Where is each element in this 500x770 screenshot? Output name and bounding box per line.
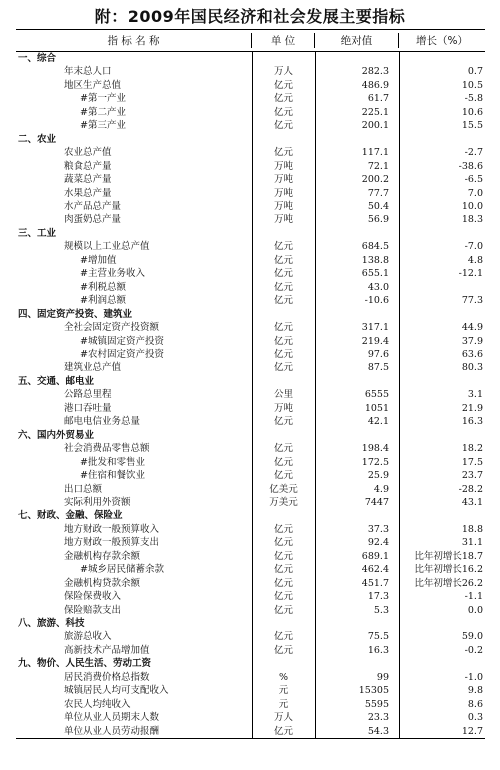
unit-cell: 亿美元 (269, 483, 298, 495)
table-row (16, 536, 485, 549)
table-row (16, 187, 485, 200)
empty-cell (315, 133, 399, 146)
indicator-name: 高新技术产品增加值 (64, 644, 150, 656)
table-row (16, 92, 485, 105)
section-heading-row (16, 617, 485, 630)
growth-cell: 17.5 (461, 456, 483, 468)
unit-cell: 万人 (273, 712, 293, 724)
growth-cell: 77.3 (461, 295, 483, 307)
table-row (16, 577, 485, 590)
indicator-name: 全社会固定资产投资额 (64, 322, 160, 334)
growth-cell: 18.3 (461, 214, 483, 226)
unit-cell: 亿元 (273, 295, 293, 307)
empty-cell (315, 308, 399, 321)
table-header (16, 30, 485, 52)
growth-cell: -28.2 (458, 483, 483, 495)
absolute-value-cell: 486.9 (361, 79, 389, 91)
absolute-value-cell: 317.1 (361, 322, 389, 334)
table-row (16, 388, 485, 401)
absolute-value-cell: 689.1 (361, 550, 389, 562)
indicator-name: #增加值 (80, 254, 117, 266)
table-row (16, 550, 485, 563)
growth-cell: 15.5 (461, 120, 483, 132)
unit-cell: 亿元 (273, 591, 293, 603)
table-row (16, 725, 485, 738)
unit-cell: 亿元 (273, 147, 293, 159)
unit-cell: 元 (278, 698, 289, 710)
absolute-value-cell: -10.6 (364, 295, 389, 307)
table-row (16, 361, 485, 374)
unit-cell: 亿元 (273, 470, 293, 482)
indicator-name: #第三产业 (80, 120, 126, 132)
indicator-name: 规模以上工业总产值 (64, 241, 150, 253)
unit-cell: 亿元 (273, 550, 293, 562)
absolute-value-cell: 451.7 (361, 577, 389, 589)
absolute-value-cell: 97.6 (367, 348, 389, 360)
indicator-name: 金融机构贷款余额 (64, 577, 141, 589)
absolute-value-cell: 4.9 (373, 483, 389, 495)
indicator-name: 粮食总产量 (64, 160, 112, 172)
indicator-name: 地方财政一般预算支出 (64, 537, 160, 549)
growth-cell: 0.7 (467, 66, 483, 78)
absolute-value-cell: 684.5 (361, 241, 389, 253)
indicator-name: #利润总额 (80, 295, 126, 307)
absolute-value-cell: 61.7 (367, 93, 389, 105)
empty-cell (399, 657, 485, 670)
indicator-name: 社会消费品零售总额 (64, 443, 150, 455)
unit-cell: 亿元 (273, 281, 293, 293)
table-row (16, 698, 485, 711)
absolute-value-cell: 172.5 (361, 456, 389, 468)
section-heading-row (16, 52, 485, 65)
table-row (16, 604, 485, 617)
absolute-value-cell: 37.3 (367, 523, 389, 535)
table-row (16, 294, 485, 307)
unit-cell: 万美元 (269, 496, 298, 508)
growth-cell: 4.8 (467, 254, 483, 266)
indicator-name: #城镇固定资产投资 (80, 335, 164, 347)
indicator-name: #第二产业 (80, 106, 126, 118)
indicator-name: 水产品总产量 (64, 200, 122, 212)
growth-cell: 0.3 (467, 712, 483, 724)
empty-cell (399, 617, 485, 630)
section-heading-row (16, 429, 485, 442)
table-row (16, 254, 485, 267)
unit-cell: 公里 (273, 389, 293, 401)
growth-cell: 37.9 (461, 335, 483, 347)
growth-cell: 18.2 (461, 443, 483, 455)
indicator-name: #住宿和餐饮业 (80, 470, 145, 482)
indicator-name: 旅游总收入 (64, 631, 112, 643)
growth-cell: -5.8 (464, 93, 483, 105)
table-row (16, 79, 485, 92)
table-row (16, 146, 485, 159)
table-row (16, 348, 485, 361)
section-heading: 九、物价、人民生活、劳动工资 (18, 658, 152, 670)
table-row (16, 240, 485, 253)
unit-cell: 亿元 (273, 604, 293, 616)
empty-cell (252, 375, 315, 388)
unit-cell: 亿元 (273, 335, 293, 347)
indicator-name: #批发和零售业 (80, 456, 145, 468)
table-body (16, 52, 485, 738)
indicator-name: 农业总产值 (64, 147, 112, 159)
table-row (16, 483, 485, 496)
empty-cell (252, 52, 315, 65)
absolute-value-cell: 5.3 (373, 604, 389, 616)
section-heading: 八、旅游、科技 (18, 618, 85, 630)
section-heading-row (16, 657, 485, 670)
unit-cell: 万吨 (273, 174, 293, 186)
growth-cell: 23.7 (461, 470, 483, 482)
growth-cell: 比年初增长26.2 (414, 577, 483, 589)
absolute-value-cell: 54.3 (367, 725, 389, 737)
indicator-name: 公路总里程 (64, 389, 112, 401)
absolute-value-cell: 200.1 (361, 120, 389, 132)
absolute-value-cell: 17.3 (367, 591, 389, 603)
growth-cell: 10.0 (461, 200, 483, 212)
unit-cell: 万吨 (273, 402, 293, 414)
unit-cell: 亿元 (273, 241, 293, 253)
column-divider (399, 52, 400, 738)
empty-cell (252, 429, 315, 442)
indicator-name: 肉蛋奶总产量 (64, 214, 122, 226)
column-divider (252, 52, 253, 738)
unit-cell: 亿元 (273, 120, 293, 132)
absolute-value-cell: 655.1 (361, 268, 389, 280)
indicator-name: #利税总额 (80, 281, 126, 293)
unit-cell: 亿元 (273, 79, 293, 91)
table-row (16, 469, 485, 482)
empty-cell (399, 227, 485, 240)
unit-cell: 亿元 (273, 443, 293, 455)
table-row (16, 65, 485, 78)
absolute-value-cell: 5595 (364, 698, 389, 710)
growth-cell: 43.1 (461, 496, 483, 508)
table-row (16, 119, 485, 132)
indicator-name: 单位从业人员期末人数 (64, 712, 160, 724)
growth-cell: 12.7 (461, 725, 483, 737)
header-indicator: 指 标 名 称 (16, 33, 252, 48)
empty-cell (252, 509, 315, 522)
growth-cell: 10.6 (461, 106, 483, 118)
indicator-name: 建筑业总产值 (64, 362, 122, 374)
unit-cell: 万吨 (273, 200, 293, 212)
indicator-name: #城乡居民储蓄余款 (80, 564, 164, 576)
absolute-value-cell: 200.2 (361, 174, 389, 186)
unit-cell: % (278, 671, 289, 683)
growth-cell: -12.1 (458, 268, 483, 280)
empty-cell (252, 617, 315, 630)
unit-cell: 亿元 (273, 523, 293, 535)
page-title: 附：2009年国民经济和社会发展主要指标 (94, 7, 406, 26)
unit-cell: 亿元 (273, 577, 293, 589)
growth-cell: 21.9 (461, 402, 483, 414)
growth-cell: -2.7 (464, 147, 483, 159)
absolute-value-cell: 462.4 (361, 564, 389, 576)
growth-cell: -1.1 (464, 591, 483, 603)
unit-cell: 万人 (273, 66, 293, 78)
unit-cell: 元 (278, 685, 289, 697)
unit-cell: 亿元 (273, 456, 293, 468)
table-row (16, 415, 485, 428)
indicator-name: 港口吞吐量 (64, 402, 112, 414)
absolute-value-cell: 92.4 (367, 537, 389, 549)
growth-cell: 9.8 (467, 685, 483, 697)
growth-cell: -1.0 (464, 671, 483, 683)
indicator-name: 邮电电信业务总量 (64, 416, 141, 428)
section-heading-row (16, 509, 485, 522)
table-row (16, 200, 485, 213)
header-growth: 增长（%） (416, 35, 468, 47)
empty-cell (315, 227, 399, 240)
section-heading-row (16, 227, 485, 240)
absolute-value-cell: 282.3 (361, 66, 389, 78)
growth-cell: 18.8 (461, 523, 483, 535)
table-row (16, 106, 485, 119)
absolute-value-cell: 72.1 (367, 160, 389, 172)
absolute-value-cell: 225.1 (361, 106, 389, 118)
unit-cell: 亿元 (273, 362, 293, 374)
indicator-name: 出口总额 (64, 483, 103, 495)
absolute-value-cell: 56.9 (367, 214, 389, 226)
table-row (16, 684, 485, 697)
absolute-value-cell: 23.3 (367, 712, 389, 724)
table-row (16, 173, 485, 186)
unit-cell: 亿元 (273, 106, 293, 118)
unit-cell: 亿元 (273, 725, 293, 737)
section-heading: 三、工业 (18, 227, 57, 239)
header-unit: 单 位 (252, 33, 315, 48)
growth-cell: 10.5 (461, 79, 483, 91)
growth-cell (399, 281, 485, 294)
empty-cell (252, 227, 315, 240)
section-heading: 一、综合 (18, 53, 57, 64)
empty-cell (399, 52, 485, 65)
table-row (16, 590, 485, 603)
growth-cell: 0.0 (467, 604, 483, 616)
section-heading: 六、国内外贸易业 (18, 429, 95, 441)
absolute-value-cell: 77.7 (367, 187, 389, 199)
indicator-name: 年末总人口 (64, 66, 112, 78)
table-row (16, 496, 485, 509)
absolute-value-cell: 75.5 (367, 631, 389, 643)
empty-cell (315, 52, 399, 65)
growth-cell: 7.0 (467, 187, 483, 199)
section-heading: 四、固定资产投资、建筑业 (18, 308, 133, 320)
growth-cell: 44.9 (461, 322, 483, 334)
absolute-value-cell: 219.4 (361, 335, 389, 347)
unit-cell: 亿元 (273, 644, 293, 656)
empty-cell (315, 375, 399, 388)
absolute-value-cell: 117.1 (361, 147, 389, 159)
growth-cell: -0.2 (464, 644, 483, 656)
unit-cell: 万吨 (273, 160, 293, 172)
table-row (16, 213, 485, 226)
empty-cell (399, 133, 485, 146)
table-row (16, 281, 485, 294)
table-row (16, 160, 485, 173)
growth-cell: 80.3 (461, 362, 483, 374)
section-heading: 二、农业 (18, 133, 57, 145)
growth-cell: -38.6 (458, 160, 483, 172)
growth-cell: 3.1 (467, 389, 483, 401)
unit-cell: 亿元 (273, 348, 293, 360)
growth-cell: -7.0 (464, 241, 483, 253)
growth-cell: 59.0 (461, 631, 483, 643)
header-absolute: 绝对值 (315, 33, 399, 48)
table-row (16, 671, 485, 684)
absolute-value-cell: 25.9 (367, 470, 389, 482)
indicator-name: #农村固定资产投资 (80, 348, 164, 360)
indicator-table (16, 29, 485, 739)
empty-cell (252, 133, 315, 146)
empty-cell (399, 308, 485, 321)
indicator-name: 居民消费价格总指数 (64, 671, 150, 683)
growth-cell: 比年初增长16.2 (414, 564, 483, 576)
table-row (16, 402, 485, 415)
empty-cell (315, 509, 399, 522)
absolute-value-cell: 87.5 (367, 362, 389, 374)
absolute-value-cell: 99 (376, 671, 389, 683)
indicator-name: 水果总产量 (64, 187, 112, 199)
indicator-name: 蔬菜总产量 (64, 174, 112, 186)
section-heading: 五、交通、邮电业 (18, 375, 95, 387)
indicator-name: 地方财政一般预算收入 (64, 523, 160, 535)
absolute-value-cell: 1051 (364, 402, 389, 414)
growth-cell: 比年初增长18.7 (414, 550, 483, 562)
empty-cell (315, 657, 399, 670)
table-row (16, 563, 485, 576)
absolute-value-cell: 6555 (364, 389, 389, 401)
empty-cell (315, 617, 399, 630)
unit-cell: 亿元 (273, 254, 293, 266)
absolute-value-cell: 42.1 (367, 416, 389, 428)
unit-cell: 亿元 (273, 631, 293, 643)
section-heading: 七、财政、金融、保险业 (18, 510, 123, 522)
absolute-value-cell: 50.4 (367, 200, 389, 212)
indicator-name: 保险保费收入 (64, 591, 122, 603)
indicator-name: 单位从业人员劳动报酬 (64, 725, 160, 737)
table-row (16, 442, 485, 455)
indicator-name: #第一产业 (80, 93, 126, 105)
empty-cell (315, 429, 399, 442)
empty-cell (252, 657, 315, 670)
table-row (16, 267, 485, 280)
unit-cell: 亿元 (273, 564, 293, 576)
empty-cell (399, 375, 485, 388)
table-row (16, 644, 485, 657)
absolute-value-cell: 16.3 (367, 644, 389, 656)
indicator-name: 实际利用外资额 (64, 496, 131, 508)
table-row (16, 711, 485, 724)
absolute-value-cell: 198.4 (361, 443, 389, 455)
unit-cell: 万吨 (273, 214, 293, 226)
table-row (16, 335, 485, 348)
growth-cell: 8.6 (467, 698, 483, 710)
table-row (16, 456, 485, 469)
indicator-name: 地区生产总值 (64, 79, 122, 91)
absolute-value-cell: 43.0 (367, 281, 389, 293)
table-row (16, 630, 485, 643)
empty-cell (399, 509, 485, 522)
absolute-value-cell: 15305 (358, 685, 389, 697)
empty-cell (399, 429, 485, 442)
unit-cell: 亿元 (273, 416, 293, 428)
unit-cell: 万吨 (273, 187, 293, 199)
indicator-name: 保险赔款支出 (64, 604, 122, 616)
table-row (16, 321, 485, 334)
indicator-name: 城镇居民人均可支配收入 (64, 685, 169, 697)
growth-cell: 16.3 (461, 416, 483, 428)
absolute-value-cell: 7447 (364, 496, 389, 508)
section-heading-row (16, 133, 485, 146)
unit-cell: 亿元 (273, 537, 293, 549)
unit-cell: 亿元 (273, 322, 293, 334)
growth-cell: 63.6 (461, 348, 483, 360)
unit-cell: 亿元 (273, 268, 293, 280)
section-heading-row (16, 308, 485, 321)
indicator-name: #主营业务收入 (80, 268, 145, 280)
table-row (16, 523, 485, 536)
growth-cell: 31.1 (461, 537, 483, 549)
unit-cell: 亿元 (273, 93, 293, 105)
column-divider (315, 52, 316, 738)
section-heading-row (16, 375, 485, 388)
absolute-value-cell: 138.8 (361, 254, 389, 266)
indicator-name: 农民人均纯收入 (64, 698, 131, 710)
growth-cell: -6.5 (464, 174, 483, 186)
indicator-name: 金融机构存款余额 (64, 550, 141, 562)
empty-cell (252, 308, 315, 321)
